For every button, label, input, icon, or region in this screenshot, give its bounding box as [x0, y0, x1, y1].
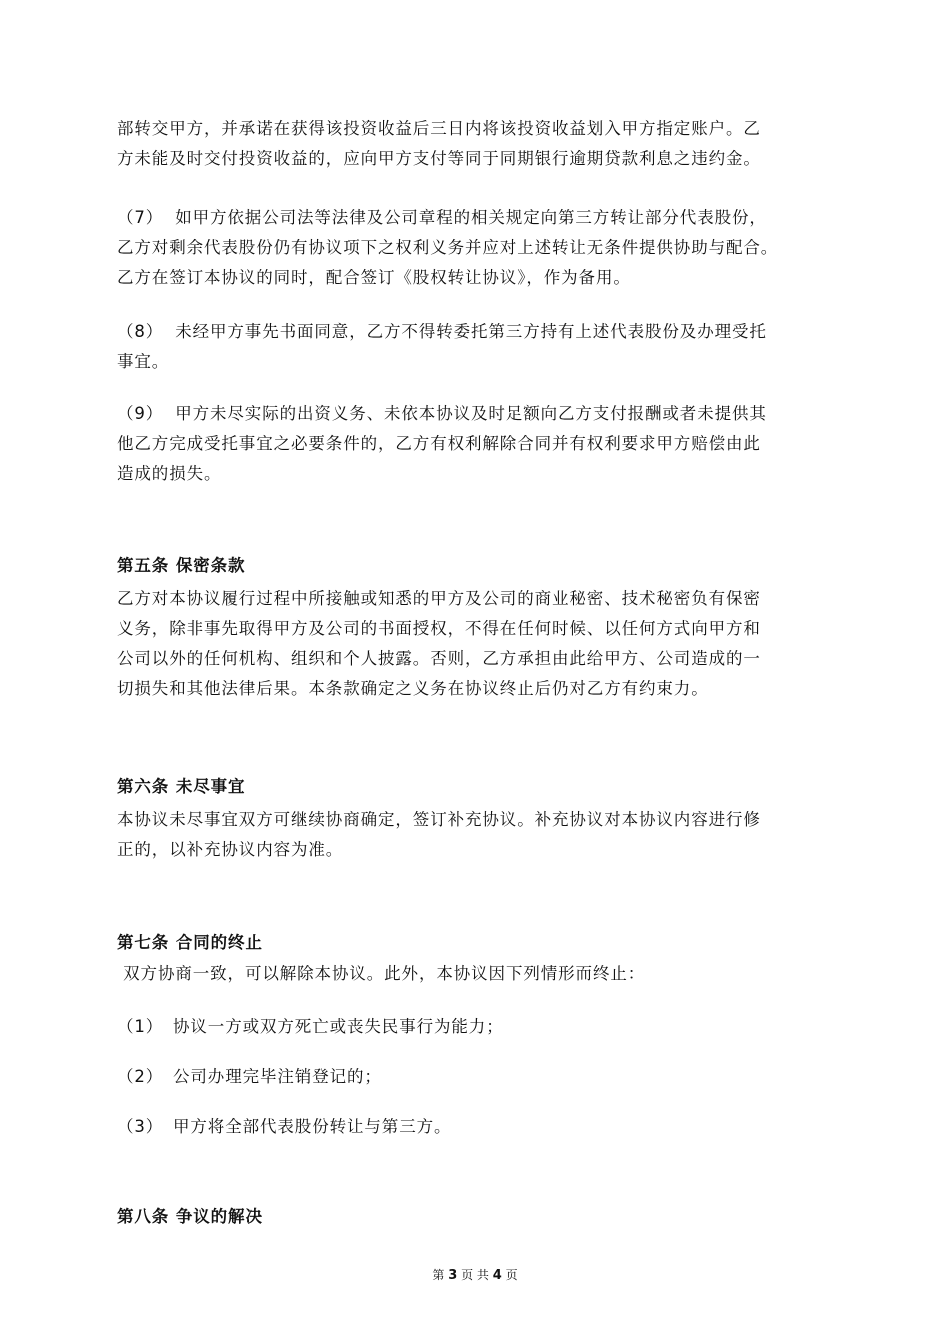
paragraph-line: 如甲方依据公司法等法律及公司章程的相关规定向第三方转让部分代表股份，	[175, 208, 767, 227]
current-page-number: 3	[448, 1268, 458, 1283]
item-text: 甲方将全部代表股份转让与第三方。	[173, 1117, 452, 1136]
article-5-title: 第五条 保密条款	[117, 556, 246, 575]
clause-number: （8）	[117, 322, 164, 341]
list-item	[117, 1062, 382, 1092]
list-item	[117, 1112, 451, 1142]
clause-9	[117, 399, 833, 489]
clause-7	[117, 203, 833, 293]
footer-suffix: 页	[505, 1268, 518, 1282]
article-6-title: 第六条 未尽事宜	[117, 777, 246, 796]
paragraph-line: 乙方对本协议履行过程中所接触或知悉的甲方及公司的商业秘密、技术秘密负有保密	[117, 589, 761, 608]
paragraph-line: 本协议未尽事宜双方可继续协商确定，签订补充协议。补充协议对本协议内容进行修	[117, 810, 761, 829]
list-item	[117, 1012, 504, 1042]
footer-prefix: 第	[432, 1268, 445, 1282]
article-5-body	[117, 584, 833, 704]
paragraph-line: 部转交甲方，并承诺在获得该投资收益后三日内将该投资收益划入甲方指定账户。乙	[117, 119, 761, 138]
clause-number: （9）	[117, 404, 164, 423]
item-text: 协议一方或双方死亡或丧失民事行为能力；	[173, 1017, 504, 1036]
paragraph-line: 乙方对剩余代表股份仍有协议项下之权利义务并应对上述转让无条件提供协助与配合。	[117, 238, 779, 257]
item-number: （3）	[117, 1117, 164, 1136]
article-6-body	[117, 805, 833, 865]
paragraph-line: 他乙方完成受托事宜之必要条件的，乙方有权利解除合同并有权利要求甲方赔偿由此	[117, 434, 761, 453]
paragraph-line: 未经甲方事先书面同意，乙方不得转委托第三方持有上述代表股份及办理受托	[175, 322, 767, 341]
item-text: 公司办理完毕注销登记的；	[173, 1067, 382, 1086]
paragraph-line: 造成的损失。	[117, 464, 222, 483]
paragraph-line: 甲方未尽实际的出资义务、未依本协议及时足额向乙方支付报酬或者未提供其	[175, 404, 767, 423]
item-number: （2）	[117, 1067, 164, 1086]
clause-8	[117, 317, 833, 377]
article-7-title: 第七条 合同的终止	[117, 933, 263, 952]
item-number: （1）	[117, 1017, 164, 1036]
page-footer	[0, 1266, 950, 1285]
total-pages-number: 4	[492, 1268, 502, 1283]
paragraph-line: 公司以外的任何机构、组织和个人披露。否则，乙方承担由此给甲方、公司造成的一	[117, 649, 761, 668]
footer-middle: 页 共	[461, 1268, 489, 1282]
paragraph-line: 义务，除非事先取得甲方及公司的书面授权，不得在任何时候、以任何方式向甲方和	[117, 619, 761, 638]
paragraph-line: 双方协商一致，可以解除本协议。此外，本协议因下列情形而终止：	[117, 964, 646, 983]
paragraph-line: 正的，以补充协议内容为准。	[117, 840, 344, 859]
paragraph-line: 方未能及时交付投资收益的，应向甲方支付等同于同期银行逾期贷款利息之违约金。	[117, 149, 761, 168]
article-8-title: 第八条 争议的解决	[117, 1207, 263, 1226]
clause-number: （7）	[117, 208, 164, 227]
continued-paragraph	[117, 114, 833, 174]
paragraph-line: 切损失和其他法律后果。本条款确定之义务在协议终止后仍对乙方有约束力。	[117, 679, 709, 698]
paragraph-line: 事宜。	[117, 352, 170, 371]
article-7-intro	[117, 959, 833, 989]
paragraph-line: 乙方在签订本协议的同时，配合签订《股权转让协议》，作为备用。	[117, 268, 631, 287]
